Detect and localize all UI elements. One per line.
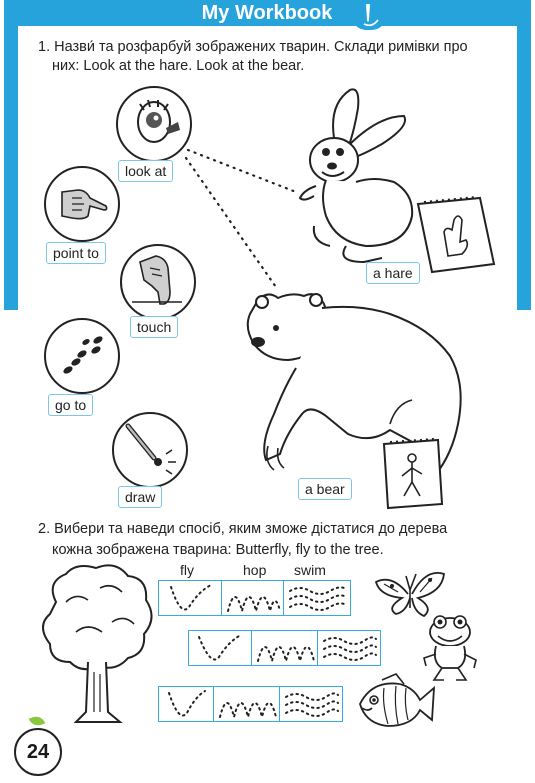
label-a-hare: a hare: [366, 262, 420, 284]
exercise1-instruction-line2: них: Look at the hare. Look at the bear.: [52, 58, 305, 74]
bear-icon: [240, 284, 490, 494]
label-a-bear: a bear: [298, 478, 352, 500]
verb-hop: hop: [243, 562, 267, 578]
bear-sign-card-icon: [380, 434, 450, 514]
hare-sign-card-icon: [410, 192, 500, 282]
label-go-to: go to: [48, 394, 93, 416]
trace-cell-swim[interactable]: [279, 686, 343, 722]
trace-cell-swim[interactable]: [283, 580, 351, 616]
label-draw: draw: [118, 486, 162, 508]
page-number: 24: [14, 728, 62, 776]
trace-row-2: [188, 630, 380, 666]
label-look-at: look at: [118, 160, 173, 182]
exercise2-instruction-line1: 2. Вибери та наведи спосіб, яким зможе дістатися до дерева: [38, 521, 448, 537]
fish-icon: [352, 674, 436, 734]
trace-cell-swim[interactable]: [317, 630, 381, 666]
verb-swim: swim: [294, 562, 326, 578]
tree-icon: [36, 562, 160, 732]
verb-fly: fly: [180, 562, 194, 578]
trace-cell-hop[interactable]: [251, 630, 319, 666]
label-point-to: point to: [46, 242, 106, 264]
trace-row-1: [158, 580, 350, 616]
butterfly-icon: [372, 568, 452, 618]
page-title: My Workbook: [184, 0, 350, 26]
trace-cell-fly[interactable]: [158, 686, 214, 722]
trace-cell-hop[interactable]: [221, 580, 285, 616]
label-touch: touch: [130, 316, 178, 338]
trace-cell-hop[interactable]: [213, 686, 281, 722]
trace-row-3: [158, 686, 342, 722]
trace-cell-fly[interactable]: [158, 580, 222, 616]
exercise2-instruction-line2: кожна зображена тварина: Butterfly, fly to the tree.: [52, 542, 384, 558]
exercise1-instruction-line1: 1. Назви́ та розфарбуй зображених тварин. Склади римівки про: [38, 39, 468, 55]
trace-cell-fly[interactable]: [188, 630, 252, 666]
